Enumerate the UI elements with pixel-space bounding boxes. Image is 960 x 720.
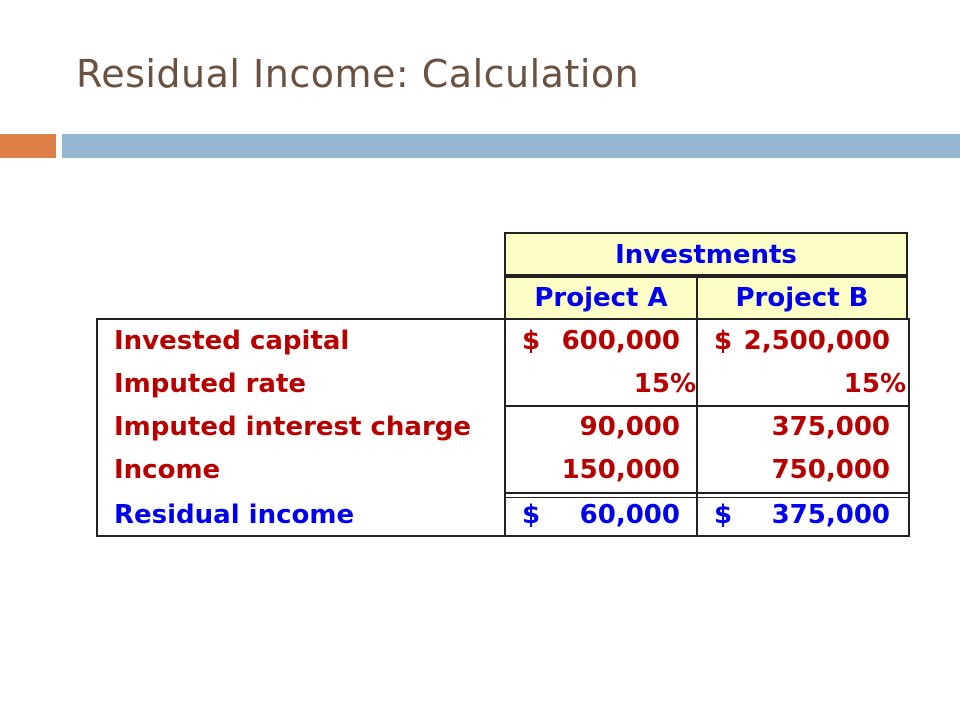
rule-above-residual [504,492,910,494]
project-a-imputed-rate: 15% [633,369,696,399]
project-b-invested-capital: 2,500,000 [743,326,890,356]
table-border-top [96,318,910,320]
rule-above-residual-2 [504,497,910,498]
slide-title: Residual Income: Calculation [76,52,640,96]
column-divider-a [504,318,506,537]
table-border-left [96,318,98,537]
project-b-residual-income: 375,000 [771,500,890,530]
row-label-residual-income: Residual income [114,500,355,530]
project-b-residual-currency: $ [714,500,733,530]
project-a-invested-capital: 600,000 [561,326,680,356]
project-a-residual-currency: $ [522,500,541,530]
row-label-invested-capital: Invested capital [114,326,350,356]
project-a-header-label: Project A [534,283,668,313]
project-b-header-label: Project B [735,283,869,313]
accent-bar-blue [62,134,960,158]
project-b-interest-charge: 375,000 [771,412,890,442]
table-border-bottom [96,535,910,537]
row-label-income: Income [114,455,221,485]
project-b-imputed-rate: 15% [843,369,906,399]
column-divider-b [696,318,698,537]
project-a-residual-income: 60,000 [579,500,680,530]
project-b-income: 750,000 [771,455,890,485]
rule-under-rate [504,405,910,407]
project-a-interest-charge: 90,000 [579,412,680,442]
project-a-income: 150,000 [561,455,680,485]
project-b-invested-currency: $ [714,326,733,356]
row-label-imputed-interest-charge: Imputed interest charge [114,412,472,442]
table-border-right [908,318,910,537]
row-label-imputed-rate: Imputed rate [114,369,307,399]
accent-bar-orange [0,134,56,158]
project-a-invested-currency: $ [522,326,541,356]
investments-header-label: Investments [615,240,797,270]
